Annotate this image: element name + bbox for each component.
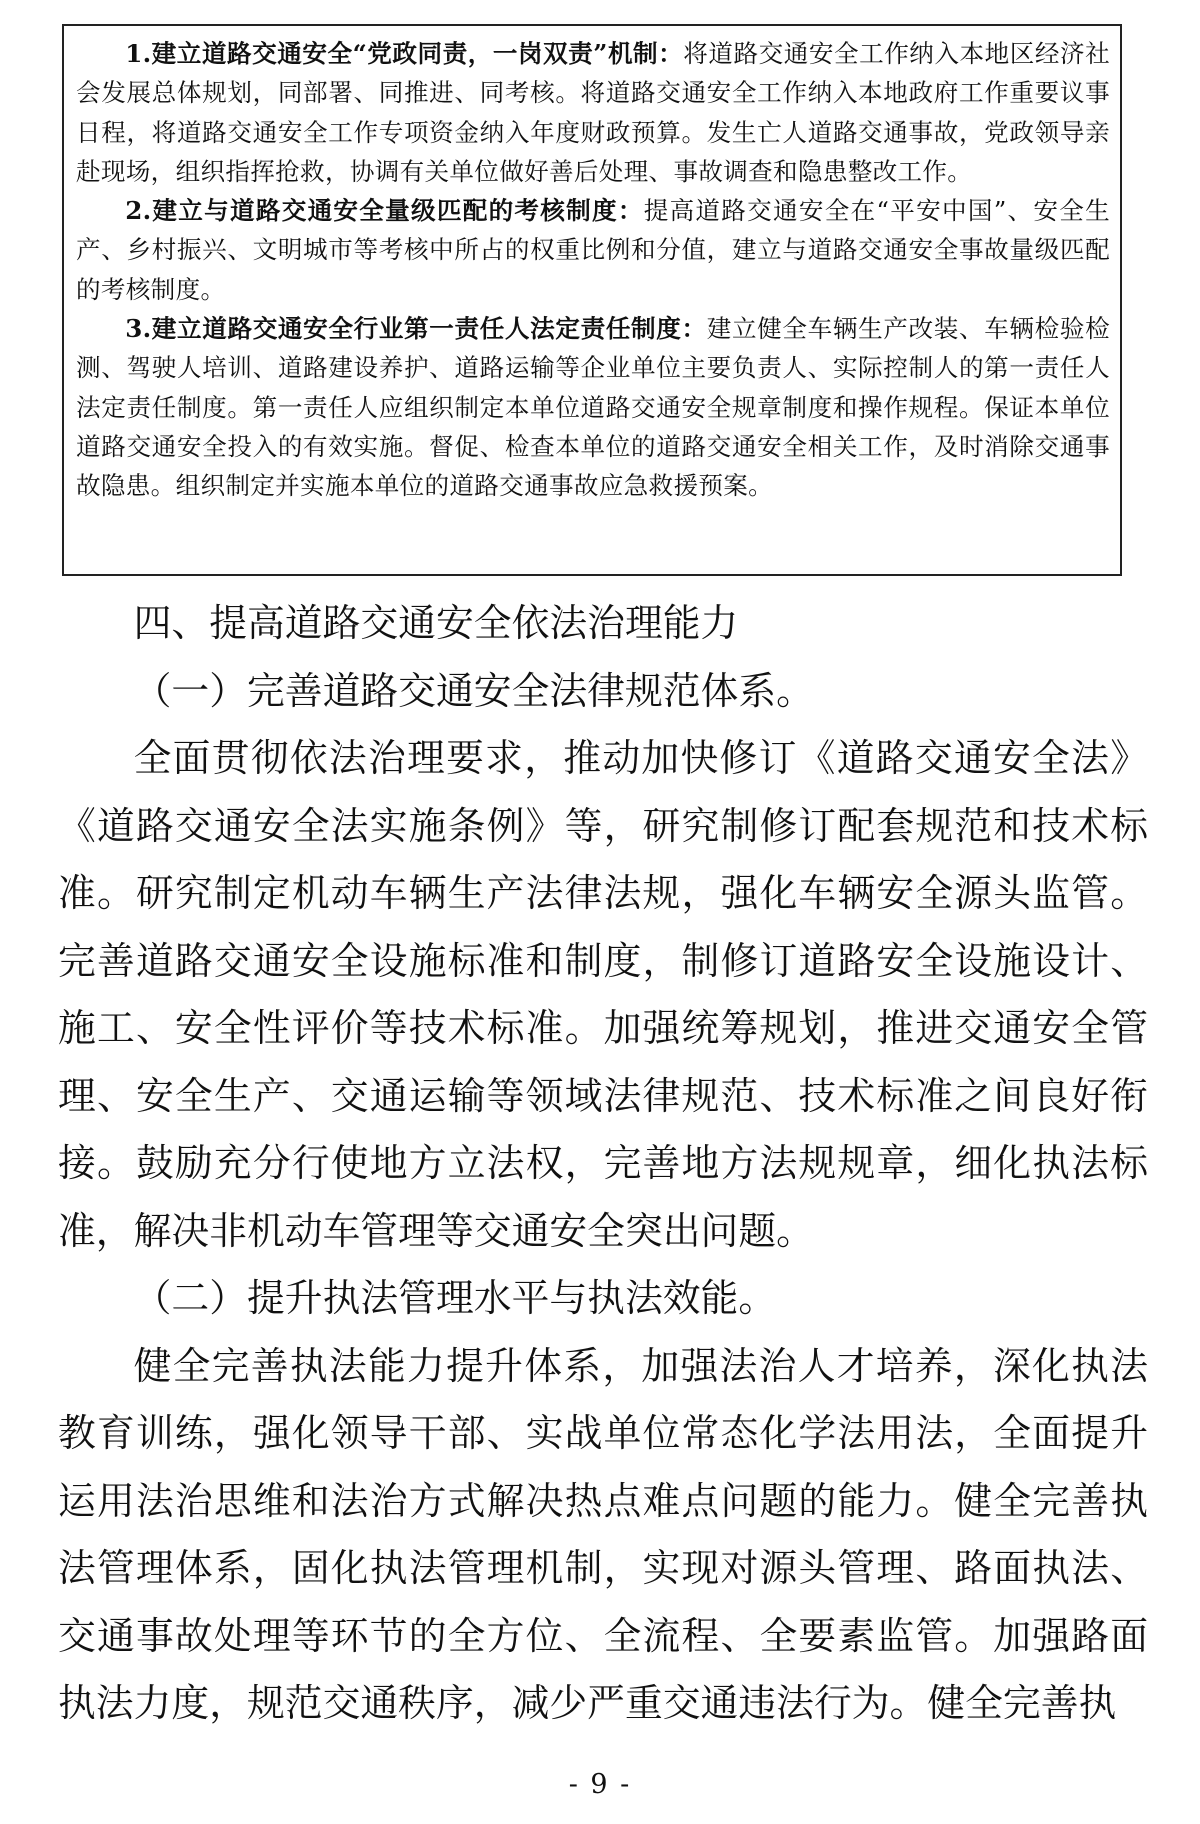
measure-item-3 bbox=[76, 309, 1110, 505]
measure-item-3-title: 3.建立道路交通安全行业第一责任人法定责任制度： bbox=[125, 314, 707, 344]
subsection-1-paragraph: 全面贯彻依法治理要求，推动加快修订《道路交通安全法》《道路交通安全法实施条例》等，研究制修订配套规范和技术标准。研究制定机动车辆生产法律法规，强化车辆安全源头监管。完善道路交通安全设施标准和制度，制修订道路安全设施设计、施工、安全性评价等技术标准。加强统筹规划，推进交通安全管理、安全生产、交通运输等领域法律规范、技术标准之间良好衔接。鼓励充分行使地方立法权，完善地方法规规章，细化执法标准，解决非机动车管理等交通安全突出问题。 bbox=[58, 736, 1148, 1253]
measure-item-2-text: 提高道路交通安全在“平安中国”、安全生产、乡村振兴、文明城市等考核中所占的权重比例和分值，建立与道路交通安全事故量级匹配的考核制度。 bbox=[76, 196, 1110, 304]
measure-item-1-title: 1.建立道路交通安全“党政同责，一岗双责”机制： bbox=[125, 39, 684, 68]
subsection-2-paragraph: 健全完善执法能力提升体系，加强法治人才培养，深化执法教育训练，强化领导干部、实战单位常态化学法用法，全面提升运用法治思维和法治方式解决热点难点问题的能力。健全完善执法管理体系，固化执法管理机制，实现对源头管理、路面执法、交通事故处理等环节的全方位、全流程、全要素监管。加强路面执法力度，规范交通秩序，减少严重交通违法行为。健全完善执 bbox=[58, 1343, 1148, 1725]
subsection-2-heading: （二）提升执法管理水平与执法效能。 bbox=[133, 1276, 777, 1320]
subsection-1-heading: （一）完善道路交通安全法律规范体系。 bbox=[133, 668, 814, 713]
measure-item-2 bbox=[76, 191, 1110, 309]
document-body bbox=[58, 590, 1148, 1738]
measure-item-2-title: 2.建立与道路交通安全量级匹配的考核制度： bbox=[125, 196, 644, 226]
page-number: - 9 - bbox=[568, 1769, 632, 1800]
measure-item-1-text: 将道路交通安全工作纳入本地区经济社会发展总体规划，同部署、同推进、同考核。将道路交通安全工作纳入本地政府工作重要议事日程，将道路交通安全工作专项资金纳入年度财政预算。发生亡人道路交通事故，党政领导亲赴现场，组织指挥抢救，协调有关单位做好善后处理、事故调查和隐患整改工作。 bbox=[76, 39, 1110, 186]
section-heading: 四、提高道路交通安全依法治理能力 bbox=[133, 601, 739, 645]
boxed-measures-panel bbox=[62, 24, 1122, 576]
measure-item-1 bbox=[76, 34, 1110, 191]
measure-item-3-text: 建立健全车辆生产改装、车辆检验检测、驾驶人培训、道路建设养护、道路运输等企业单位主要负责人、实际控制人的第一责任人法定责任制度。第一责任人应组织制定本单位道路交通安全规章制度和操作规程。保证本单位道路交通安全投入的有效实施。督促、检查本单位的道路交通安全相关工作，及时消除交通事故隐患。组织制定并实施本单位的道路交通事故应急救援预案。 bbox=[76, 314, 1110, 501]
